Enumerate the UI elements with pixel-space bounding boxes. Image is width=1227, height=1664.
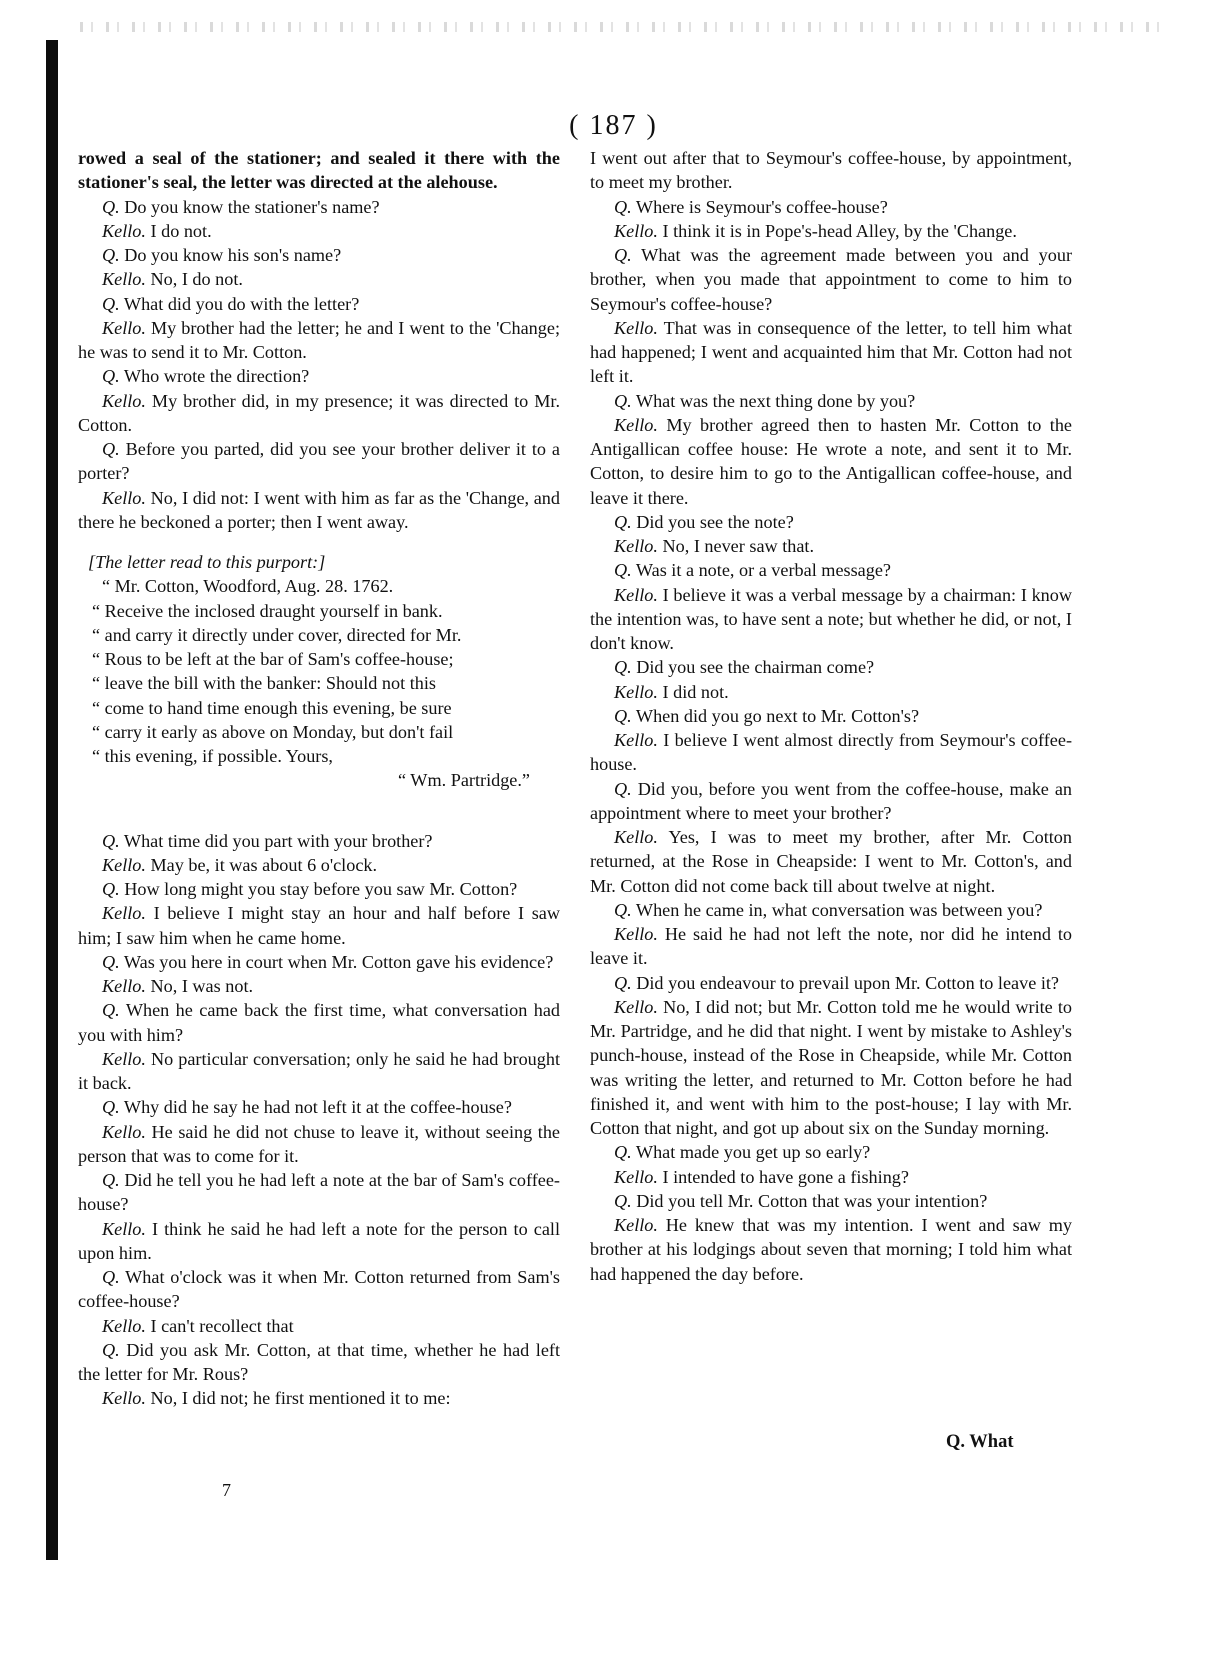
- letter-line: “ leave the bill with the banker: Should not this: [92, 673, 436, 694]
- question-marker: Q.: [102, 1339, 120, 1360]
- paragraph-text: I believe I might stay an hour and half before I saw him; I saw him when he came home.: [78, 903, 560, 948]
- letter-signature: “ Wm. Partridge.”: [398, 770, 530, 791]
- paragraph-text: He said he had not left the note, nor did he intend to leave it.: [590, 924, 1073, 969]
- paragraph-text: No, I did not: I went with him as far as the 'Change, and there he beckoned a porter; then I went away.: [78, 487, 560, 532]
- text-paragraph: [590, 146, 1072, 195]
- paragraph-text: Where is Seymour's coffee-house?: [635, 196, 888, 217]
- dialog-paragraph: [590, 558, 1072, 582]
- speaker-name: Kello.: [614, 827, 658, 847]
- dialog-paragraph: [78, 950, 560, 974]
- question-marker: Q.: [614, 511, 632, 532]
- question-marker: Q.: [102, 245, 120, 265]
- page-number: ( 187 ): [569, 110, 658, 141]
- right-column-dialog: [590, 146, 1072, 1286]
- question-marker: Q.: [614, 245, 632, 265]
- speaker-name: Kello.: [614, 1166, 658, 1187]
- question-marker: Q.: [102, 951, 120, 972]
- dialog-paragraph: [590, 243, 1072, 316]
- speaker-name: Kello.: [614, 924, 658, 944]
- dialog-paragraph: [590, 1140, 1072, 1164]
- book-spine-shadow: [46, 40, 58, 1560]
- question-marker: Q.: [102, 1097, 120, 1118]
- question-marker: Q.: [614, 657, 632, 678]
- question-marker: Q.: [102, 879, 120, 899]
- paragraph-text: I believe it was a verbal message by a chairman: I know the intention was, to have sent a note; but whether he did, or not, I don't know.: [590, 584, 1072, 653]
- letter-dateline: “ Mr. Cotton, Woodford, Aug. 28. 1762.: [102, 576, 394, 597]
- dialog-paragraph: [590, 1165, 1072, 1189]
- paragraph-text: My brother did, in my presence; it was directed to Mr. Cotton.: [78, 390, 560, 435]
- question-marker: Q.: [102, 830, 120, 851]
- letter-block: [78, 550, 560, 793]
- right-column: [590, 146, 1072, 1286]
- text-paragraph: [78, 146, 560, 195]
- dialog-paragraph: [78, 877, 560, 901]
- question-marker: Q.: [102, 293, 120, 314]
- speaker-name: Kello.: [102, 1315, 146, 1336]
- question-marker: Q.: [102, 196, 120, 217]
- paragraph-text: I did not.: [662, 681, 729, 702]
- letter-line: “ carry it early as above on Monday, but don't fail: [92, 721, 454, 742]
- letter-heading: [The letter read to this purport:]: [88, 552, 326, 572]
- paragraph-text: I think he said he had left a note for the person to call upon him.: [78, 1218, 560, 1263]
- letter-line: “ Rous to be left at the bar of Sam's coffee-house;: [92, 649, 454, 669]
- dialog-paragraph: [590, 534, 1072, 558]
- paragraph-text: I went out after that to Seymour's coffee-house, by appointment, to meet my brother.: [590, 148, 1072, 193]
- speaker-name: Kello.: [102, 976, 146, 996]
- paragraph-text: Who wrote the direction?: [123, 366, 310, 387]
- paragraph-text: Do you know his son's name?: [124, 245, 342, 265]
- dialog-paragraph: [78, 1314, 560, 1338]
- letter-line: “ Receive the inclosed draught yourself in bank.: [92, 600, 443, 621]
- speaker-name: Kello.: [614, 414, 658, 435]
- signature-mark: 7: [222, 1480, 231, 1500]
- dialog-paragraph: [590, 777, 1072, 826]
- question-marker: Q.: [614, 390, 632, 411]
- dialog-paragraph: [78, 195, 560, 219]
- dialog-paragraph: [78, 1217, 560, 1266]
- paragraph-text: What did you do with the letter?: [123, 293, 360, 314]
- question-marker: Q.: [614, 1142, 632, 1163]
- dialog-paragraph: [78, 998, 560, 1047]
- dialog-paragraph: [590, 413, 1072, 510]
- question-marker: Q.: [614, 196, 632, 217]
- dialog-paragraph: [590, 898, 1072, 922]
- dialog-paragraph: [78, 1047, 560, 1096]
- dialog-paragraph: [78, 486, 560, 535]
- paragraph-text: Did you, before you went from the coffee-house, make an appointment where to meet your brother?: [590, 778, 1073, 823]
- paragraph-text: What time did you part with your brother?: [123, 830, 433, 851]
- speaker-name: Kello.: [102, 1388, 146, 1409]
- question-marker: Q.: [614, 705, 632, 726]
- paragraph-text: No, I never saw that.: [662, 536, 815, 556]
- dialog-paragraph: [590, 704, 1072, 728]
- dialog-paragraph: [590, 825, 1072, 898]
- question-marker: Q.: [614, 560, 632, 581]
- paragraph-text: No, I did not; he first mentioned it to me:: [150, 1388, 451, 1409]
- paragraph-text: What was the agreement made between you and your brother, when you made that appointment to come to him to Seymour's coffee-house?: [590, 245, 1072, 314]
- speaker-name: Kello.: [102, 487, 146, 508]
- paragraph-text: No, I did not; but Mr. Cotton told me he would write to Mr. Partridge, and he did that night. I went by mistake to Ashley's punch-house, instead of the Rose in Cheapside, while Mr. Cotton was writing the letter, and returned to Mr. Cotton before he had finished it, and went with him to the post-house; I lay with Mr. Cotton that night, and got up about six on the Sunday morning.: [590, 996, 1073, 1138]
- question-marker: Q.: [614, 972, 632, 993]
- paragraph-text: What was the next thing done by you?: [635, 390, 916, 411]
- dialog-paragraph: [78, 853, 560, 877]
- speaker-name: Kello.: [614, 584, 658, 605]
- paragraph-text: Did you tell Mr. Cotton that was your intention?: [636, 1190, 988, 1211]
- paragraph-text: That was in consequence of the letter, to tell him what had happened; I went and acquainted him that Mr. Cotton had not left it.: [590, 317, 1072, 387]
- question-marker: Q.: [614, 899, 632, 920]
- paragraph-text: Was you here in court when Mr. Cotton gave his evidence?: [123, 951, 554, 972]
- paragraph-text: What o'clock was it when Mr. Cotton returned from Sam's coffee-house?: [78, 1267, 560, 1312]
- paragraph-text: I intended to have gone a fishing?: [662, 1166, 909, 1187]
- paragraph-text: I believe I went almost directly from Seymour's coffee-house.: [590, 730, 1072, 775]
- paragraph-text: When did you go next to Mr. Cotton's?: [635, 705, 920, 726]
- dialog-paragraph: [590, 583, 1072, 656]
- letter-body: [78, 599, 560, 769]
- left-column-dialog: [78, 146, 560, 534]
- letter-line: “ come to hand time enough this evening, be sure: [92, 697, 452, 718]
- paragraph-text: May be, it was about 6 o'clock.: [150, 854, 378, 875]
- speaker-name: Kello.: [102, 1218, 146, 1239]
- dialog-paragraph: [590, 922, 1072, 971]
- paragraph-text: Did you ask Mr. Cotton, at that time, whether he had left the letter for Mr. Rous?: [78, 1339, 560, 1384]
- paragraph-text: He said he did not chuse to leave it, without seeing the person that was to come for it.: [78, 1121, 561, 1166]
- paragraph-text: Why did he say he had not left it at the coffee-house?: [123, 1097, 512, 1118]
- dialog-paragraph: [78, 219, 560, 243]
- paragraph-text: My brother agreed then to hasten Mr. Cotton to the Antigallican coffee house: He wrote a note, and sent it to Mr. Cotton, to desire him to go to the Antigallican coffee-house, and leave it there.: [590, 414, 1072, 508]
- dialog-paragraph: [590, 1213, 1072, 1286]
- dialog-paragraph: [590, 680, 1072, 704]
- speaker-name: Kello.: [614, 1215, 658, 1235]
- dialog-paragraph: [78, 1095, 560, 1119]
- speaker-name: Kello.: [614, 681, 658, 702]
- paragraph-text: rowed a seal of the stationer; and sealed it there with the stationer's seal, the letter was directed at the alehouse.: [78, 148, 560, 193]
- dialog-paragraph: [590, 971, 1072, 995]
- speaker-name: Kello.: [102, 220, 146, 241]
- dialog-paragraph: [590, 1189, 1072, 1213]
- question-marker: Q.: [614, 1190, 632, 1211]
- dialog-paragraph: [78, 243, 560, 267]
- dialog-paragraph: [78, 829, 560, 853]
- paragraph-text: My brother had the letter; he and I went to the 'Change; he was to send it to Mr. Cotton.: [78, 317, 560, 362]
- dialog-paragraph: [590, 510, 1072, 534]
- paragraph-text: He knew that was my intention. I went and saw my brother at his lodgings about seven that morning; I told him what had happened the day before.: [590, 1215, 1072, 1284]
- dialog-paragraph: [78, 437, 560, 486]
- dialog-paragraph: [590, 195, 1072, 219]
- paragraph-text: Do you know the stationer's name?: [124, 196, 380, 217]
- question-marker: Q.: [102, 366, 120, 387]
- dialog-paragraph: [590, 655, 1072, 679]
- dialog-paragraph: [590, 219, 1072, 243]
- paragraph-text: Did he tell you he had left a note at the bar of Sam's coffee-house?: [78, 1170, 560, 1215]
- speaker-name: Kello.: [614, 996, 658, 1017]
- dialog-paragraph: [590, 995, 1072, 1141]
- question-marker: Q.: [102, 1000, 120, 1021]
- catchword: Q. What: [946, 1432, 1014, 1452]
- dialog-paragraph: [78, 316, 560, 365]
- letter-line: “ and carry it directly under cover, directed for Mr.: [92, 624, 462, 645]
- paragraph-text: Was it a note, or a verbal message?: [635, 560, 891, 581]
- paragraph-text: No, I was not.: [150, 976, 254, 996]
- dialog-paragraph: [78, 1168, 560, 1217]
- speaker-name: Kello.: [102, 1048, 146, 1069]
- paragraph-text: Before you parted, did you see your brother deliver it to a porter?: [78, 439, 560, 484]
- paragraph-text: When he came back the first time, what conversation had you with him?: [78, 1000, 561, 1045]
- paragraph-text: How long might you stay before you saw Mr. Cotton?: [124, 879, 518, 899]
- speaker-name: Kello.: [614, 536, 658, 556]
- paragraph-text: What made you get up so early?: [635, 1142, 871, 1163]
- question-marker: Q.: [614, 778, 632, 799]
- dialog-paragraph: [78, 901, 560, 950]
- dialog-paragraph: [78, 364, 560, 388]
- question-marker: Q.: [102, 439, 120, 459]
- dialog-paragraph: [78, 1265, 560, 1314]
- paragraph-text: When he came in, what conversation was between you?: [635, 899, 1043, 920]
- dialog-paragraph: [78, 292, 560, 316]
- paragraph-text: I do not.: [150, 220, 212, 241]
- left-column: [78, 146, 560, 1411]
- dialog-paragraph: [590, 316, 1072, 389]
- paragraph-text: No, I do not.: [150, 269, 243, 290]
- speaker-name: Kello.: [102, 854, 146, 875]
- speaker-name: Kello.: [614, 317, 658, 338]
- speaker-name: Kello.: [102, 1121, 146, 1142]
- speaker-name: Kello.: [102, 317, 146, 338]
- speaker-name: Kello.: [614, 730, 658, 750]
- letter-line: “ this evening, if possible. Yours,: [92, 746, 333, 766]
- speaker-name: Kello.: [102, 390, 146, 411]
- page-top-noise: [80, 22, 1160, 32]
- dialog-paragraph: [78, 1386, 560, 1410]
- dialog-paragraph: [78, 974, 560, 998]
- question-marker: Q.: [102, 1170, 120, 1190]
- paragraph-text: I think it is in Pope's-head Alley, by the 'Change.: [662, 220, 1017, 241]
- dialog-paragraph: [590, 389, 1072, 413]
- left-column-dialog-continued: [78, 829, 560, 1411]
- paragraph-text: Did you endeavour to prevail upon Mr. Cotton to leave it?: [636, 972, 1060, 993]
- speaker-name: Kello.: [102, 903, 146, 924]
- dialog-paragraph: [78, 1338, 560, 1387]
- paragraph-text: I can't recollect that: [150, 1315, 294, 1336]
- paragraph-text: No particular conversation; only he said he had brought it back.: [78, 1048, 560, 1093]
- dialog-paragraph: [78, 267, 560, 291]
- dialog-paragraph: [78, 389, 560, 438]
- dialog-paragraph: [590, 728, 1072, 777]
- paragraph-text: Did you see the note?: [636, 511, 794, 532]
- question-marker: Q.: [102, 1267, 120, 1287]
- speaker-name: Kello.: [614, 220, 658, 241]
- dialog-paragraph: [78, 1120, 560, 1169]
- paragraph-text: Yes, I was to meet my brother, after Mr. Cotton returned, at the Rose in Cheapside: I went to Mr. Cotton's, and Mr. Cotton did not come back till about twelve at night.: [590, 827, 1072, 896]
- paragraph-text: Did you see the chairman come?: [636, 657, 875, 678]
- speaker-name: Kello.: [102, 269, 146, 290]
